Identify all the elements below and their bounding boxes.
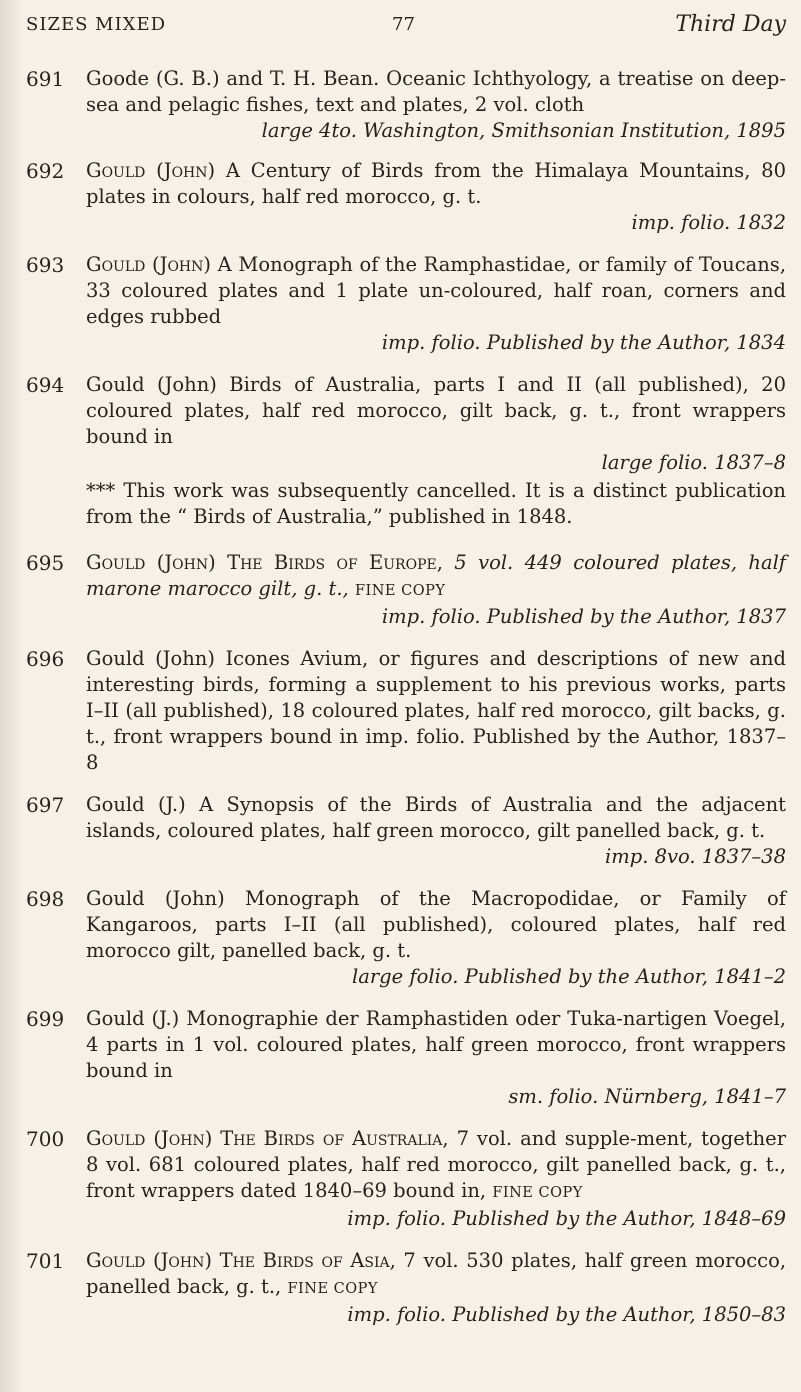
lot-format: imp. folio. Published by the Author, 1848–69 [347, 1207, 786, 1230]
page-edge-shadow [0, 0, 24, 1392]
lot-title: The Birds of Asia, [219, 1249, 396, 1272]
lot-author: Gould (John) [86, 1249, 212, 1272]
lot-number: 698 [26, 887, 65, 911]
lot-description [86, 158, 786, 236]
section-heading: SIZES MIXED [26, 14, 167, 35]
lot-number: 693 [26, 253, 65, 277]
lot-author: Gould (John) [86, 551, 216, 574]
lot-description [86, 646, 786, 776]
lot-number: 696 [26, 647, 65, 671]
lot-number: 701 [26, 1249, 65, 1273]
lot-note-text: *** This work was subsequently cancelled. It is a distinct publication from the “ Birds of Australia,” published in 1848. [86, 479, 786, 528]
lot-text: A Century of Birds from the Himalaya Mountains, 80 plates in colours, half red morocco, g. t. [86, 159, 786, 208]
lot-author: Gould (John) [86, 1127, 213, 1150]
lot-number: 692 [26, 159, 65, 183]
lot-number: 700 [26, 1127, 65, 1151]
copy-condition: FINE COPY [492, 1185, 583, 1201]
lot-text: Gould (John) Icones Avium, or figures and descriptions of new and interesting birds, forming a supplement to his previous works, parts I–II (all published), 18 coloured plates, half red morocco, gilt backs, g. t., front wrappers bound in imp. folio. Published by the Author, 1837–8 [86, 647, 786, 774]
lot-title: The Birds of Australia, [220, 1127, 449, 1150]
lot-description [86, 550, 786, 630]
lot-title: The Birds of Europe, [227, 551, 443, 574]
lot-entry-698 [26, 886, 786, 990]
lot-number: 697 [26, 793, 65, 817]
lot-number: 694 [26, 373, 65, 397]
copy-condition: FINE COPY [287, 1281, 378, 1297]
lot-entry-699 [26, 1006, 786, 1110]
lot-format: imp. 8vo. 1837–38 [604, 845, 786, 868]
lot-description [86, 1126, 786, 1232]
lot-description [86, 252, 786, 356]
running-head [26, 14, 786, 42]
lot-format: large 4to. Washington, Smithsonian Institution, 1895 [261, 119, 786, 142]
lot-entry-701 [26, 1248, 786, 1328]
lot-format: large folio. 1837–8 [601, 451, 786, 474]
lot-description [86, 1006, 786, 1110]
lot-format: imp. folio. Published by the Author, 1834 [381, 331, 786, 354]
lot-number: 699 [26, 1007, 65, 1031]
copy-condition: FINE COPY [354, 583, 446, 599]
lot-author: Gould (John) [86, 159, 216, 182]
lot-entry-692 [26, 158, 786, 236]
lot-note [86, 478, 786, 530]
day-heading: Third Day [675, 12, 786, 37]
lot-text: Gould (J.) A Synopsis of the Birds of Australia and the adjacent islands, coloured plates, half green morocco, gilt panelled back, g. t. [86, 793, 786, 842]
lot-description [86, 66, 786, 144]
lot-text: Gould (John) Birds of Australia, parts I and II (all published), 20 coloured plates, half red morocco, gilt back, g. t., front wrappers bound in [86, 373, 786, 448]
lot-text: 7 vol. 530 plates, half green morocco, panelled back, g. t., [86, 1249, 787, 1298]
lot-text: Goode (G. B.) and T. H. Bean. Oceanic Ichthyology, a treatise on deep-sea and pelagic fishes, text and plates, 2 vol. cloth [86, 67, 786, 116]
lot-format: imp. folio. Published by the Author, 1837 [381, 605, 786, 628]
lot-description [86, 1248, 786, 1328]
lot-description [86, 792, 786, 870]
lot-text: 5 vol. 449 coloured plates, half marone marocco gilt, g. t., [86, 551, 787, 600]
lot-list [26, 66, 786, 1328]
lot-format: large folio. Published by the Author, 1841–2 [351, 965, 786, 988]
lot-format: imp. folio. 1832 [631, 211, 786, 234]
lot-text: A Monograph of the Ramphastidae, or family of Toucans, 33 coloured plates and 1 plate un-coloured, half roan, corners and edges rubbed [86, 253, 787, 328]
lot-entry-696 [26, 646, 786, 776]
lot-text: 7 vol. and supple-ment, together 8 vol. 681 coloured plates, half red morocco, gilt panelled back, g. t., front wrappers dated 1840–69 bound in, [86, 1127, 787, 1202]
lot-format: imp. folio. Published by the Author, 1850–83 [347, 1303, 786, 1326]
lot-number: 691 [26, 67, 65, 91]
page-number: 77 [392, 14, 415, 35]
lot-text: Gould (J.) Monographie der Ramphastiden oder Tuka-nartigen Voegel, 4 parts in 1 vol. coloured plates, half green morocco, front wrappers bound in [86, 1007, 786, 1082]
lot-entry-694 [26, 372, 786, 530]
lot-format: sm. folio. Nürnberg, 1841–7 [508, 1085, 786, 1108]
lot-number: 695 [26, 551, 65, 575]
lot-description [86, 886, 786, 990]
lot-entry-697 [26, 792, 786, 870]
lot-entry-695 [26, 550, 786, 630]
lot-entry-700 [26, 1126, 786, 1232]
lot-text: Gould (John) Monograph of the Macropodidae, or Family of Kangaroos, parts I–II (all published), coloured plates, half red morocco gilt, panelled back, g. t. [86, 887, 786, 962]
lot-entry-691 [26, 66, 786, 144]
lot-entry-693 [26, 252, 786, 356]
lot-author: Gould (John) [86, 253, 211, 276]
lot-description [86, 372, 786, 476]
